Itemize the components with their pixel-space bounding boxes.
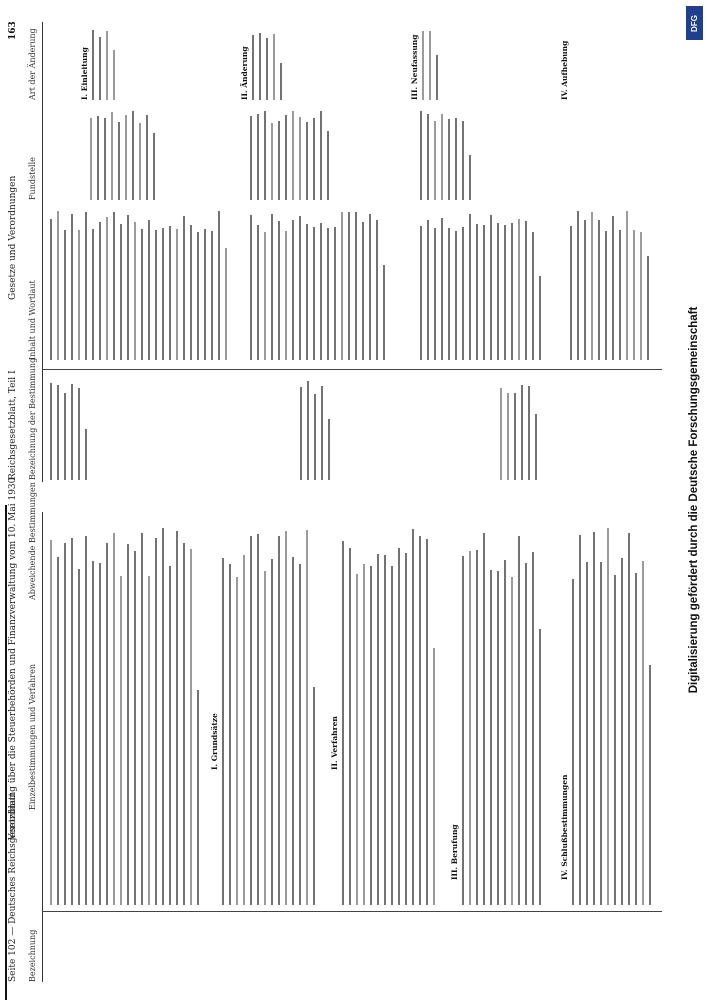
text-line xyxy=(348,212,350,360)
text-line xyxy=(104,118,106,200)
text-line xyxy=(469,214,471,360)
text-line xyxy=(628,533,630,905)
text-line xyxy=(264,571,266,905)
text-line xyxy=(362,222,364,360)
text-line xyxy=(266,38,268,100)
text-line xyxy=(356,574,358,905)
text-line xyxy=(383,265,385,360)
text-line xyxy=(525,221,527,360)
text-line xyxy=(490,215,492,360)
text-line xyxy=(50,540,52,905)
text-line xyxy=(50,219,52,360)
text-line xyxy=(299,216,301,360)
dfg-logo-text: DFG xyxy=(689,14,699,32)
right-column-rule xyxy=(42,369,662,370)
text-line xyxy=(391,566,393,905)
text-line xyxy=(586,562,588,905)
text-line xyxy=(78,230,80,360)
text-line xyxy=(476,224,478,360)
text-line xyxy=(250,536,252,905)
text-line xyxy=(341,212,343,360)
text-line xyxy=(176,531,178,905)
right-section-4: IV. Aufhebung xyxy=(560,40,569,100)
text-line xyxy=(120,576,122,905)
text-line xyxy=(118,122,120,200)
text-line xyxy=(120,224,122,360)
text-line xyxy=(342,541,344,905)
text-line xyxy=(197,232,199,360)
text-line xyxy=(376,220,378,360)
text-line xyxy=(106,217,108,360)
text-line xyxy=(584,220,586,360)
text-line xyxy=(299,117,301,200)
text-line xyxy=(614,575,616,905)
text-line xyxy=(328,419,330,480)
text-line xyxy=(92,229,94,360)
right-col-head-2: Inhalt und Wortlaut xyxy=(28,280,37,360)
text-line xyxy=(250,116,252,200)
text-line xyxy=(500,388,502,480)
text-line xyxy=(132,111,134,200)
text-line xyxy=(278,221,280,360)
text-line xyxy=(619,230,621,360)
text-line xyxy=(313,118,315,200)
text-line xyxy=(236,577,238,905)
text-line xyxy=(92,30,94,100)
text-line xyxy=(259,33,261,100)
text-line xyxy=(78,569,80,905)
text-line xyxy=(278,121,280,200)
text-line xyxy=(50,383,52,480)
text-line xyxy=(469,551,471,905)
text-line xyxy=(525,563,527,905)
text-line xyxy=(504,560,506,905)
text-line xyxy=(518,219,520,360)
text-line xyxy=(190,549,192,905)
text-line xyxy=(229,564,231,905)
text-line xyxy=(455,231,457,360)
right-section-1: I. Einleitung xyxy=(80,47,89,100)
text-line xyxy=(299,564,301,905)
text-line xyxy=(313,227,315,360)
text-line xyxy=(125,115,127,200)
text-line xyxy=(398,548,400,905)
left-page-header-center: Verordnung über die Steuerbehörden und Finanzverwaltung vom 10. Mai 1930 xyxy=(8,477,18,840)
text-line xyxy=(539,629,541,905)
text-line xyxy=(355,212,357,360)
text-line xyxy=(327,131,329,200)
text-line xyxy=(532,232,534,360)
left-section-1: I. Grundsätze xyxy=(210,713,219,770)
text-line xyxy=(71,538,73,905)
text-line xyxy=(183,216,185,360)
text-line xyxy=(111,112,113,200)
text-line xyxy=(306,122,308,200)
text-line xyxy=(85,429,87,480)
text-line xyxy=(514,393,516,480)
left-page-header-left: Seite 102 — Deutsches Reichsgesetzblatt xyxy=(8,792,18,982)
text-line xyxy=(306,224,308,360)
text-line xyxy=(264,111,266,200)
text-line xyxy=(434,121,436,200)
text-line xyxy=(278,536,280,905)
left-section-3: III. Berufung xyxy=(450,824,459,880)
text-line xyxy=(441,114,443,200)
text-line xyxy=(429,31,431,100)
text-line xyxy=(271,559,273,905)
text-line xyxy=(197,690,199,905)
left-column-rule xyxy=(42,911,662,912)
text-line xyxy=(363,564,365,905)
left-col-head-3: Abweichende Bestimmungen xyxy=(28,482,37,600)
dfg-logo xyxy=(686,6,703,40)
text-line xyxy=(92,561,94,905)
text-line xyxy=(511,577,513,905)
text-line xyxy=(532,552,534,905)
text-line xyxy=(271,214,273,360)
text-line xyxy=(612,216,614,360)
text-line xyxy=(320,111,322,200)
text-line xyxy=(518,536,520,905)
text-line xyxy=(155,230,157,360)
text-line xyxy=(169,226,171,360)
text-line xyxy=(64,393,66,480)
text-line xyxy=(134,222,136,360)
text-line xyxy=(148,576,150,905)
text-line xyxy=(162,228,164,360)
text-line xyxy=(243,555,245,905)
text-line xyxy=(64,230,66,360)
text-line xyxy=(436,55,438,100)
text-line xyxy=(441,218,443,360)
text-line xyxy=(462,227,464,360)
text-line xyxy=(99,37,101,100)
text-line xyxy=(497,571,499,905)
text-line xyxy=(153,133,155,200)
text-line xyxy=(642,561,644,905)
text-line xyxy=(314,394,316,480)
text-line xyxy=(257,225,259,360)
text-line xyxy=(280,63,282,100)
text-line xyxy=(577,211,579,360)
text-line xyxy=(528,386,530,480)
text-line xyxy=(57,385,59,480)
text-line xyxy=(285,531,287,905)
text-line xyxy=(521,385,523,480)
text-line xyxy=(579,535,581,905)
text-line xyxy=(649,665,651,905)
text-line xyxy=(420,226,422,360)
text-line xyxy=(327,228,329,360)
text-line xyxy=(426,539,428,905)
text-line xyxy=(85,212,87,360)
text-line xyxy=(85,536,87,905)
text-line xyxy=(211,231,213,360)
right-header-rule xyxy=(42,22,43,482)
right-page-header-center: Gesetze und Verordnungen xyxy=(8,175,18,300)
text-line xyxy=(320,223,322,360)
text-line xyxy=(384,555,386,905)
right-section-3: III. Neufassung xyxy=(410,34,419,100)
text-line xyxy=(300,387,302,480)
text-line xyxy=(535,414,537,480)
text-line xyxy=(146,115,148,200)
text-line xyxy=(422,31,424,100)
text-line xyxy=(113,533,115,905)
text-line xyxy=(591,212,593,360)
right-col-head-4: Art der Änderung xyxy=(28,28,37,100)
text-line xyxy=(292,111,294,200)
text-line xyxy=(190,225,192,360)
text-line xyxy=(507,393,509,480)
text-line xyxy=(127,544,129,905)
text-line xyxy=(313,687,315,905)
dfg-credit: Digitalisierung gefördert durch die Deutsche Forschungsgemeinschaft xyxy=(688,306,700,694)
text-line xyxy=(427,220,429,360)
text-line xyxy=(321,386,323,480)
text-line xyxy=(57,557,59,905)
text-line xyxy=(483,225,485,360)
text-line xyxy=(148,221,150,361)
text-line xyxy=(511,223,513,360)
left-col-head-1: Bezeichnung xyxy=(28,929,37,982)
text-line xyxy=(377,554,379,905)
right-section-2: II. Änderung xyxy=(240,46,249,100)
text-line xyxy=(572,579,574,905)
text-line xyxy=(162,528,164,905)
text-line xyxy=(264,232,266,360)
text-line xyxy=(307,381,309,480)
text-line xyxy=(462,121,464,200)
text-line xyxy=(106,543,108,905)
text-line xyxy=(570,226,572,360)
text-line xyxy=(369,214,371,360)
text-line xyxy=(99,222,101,360)
text-line xyxy=(334,227,336,360)
text-line xyxy=(462,556,464,905)
text-line xyxy=(285,231,287,360)
text-line xyxy=(607,528,609,905)
text-line xyxy=(621,558,623,905)
text-line xyxy=(490,570,492,905)
text-line xyxy=(271,123,273,200)
text-line xyxy=(433,648,435,905)
right-page-header-left: Reichsgesetzblatt, Teil I xyxy=(8,370,18,480)
text-line xyxy=(252,35,254,100)
text-line xyxy=(476,550,478,905)
text-line xyxy=(405,553,407,905)
text-line xyxy=(78,388,80,480)
text-line xyxy=(176,229,178,360)
text-line xyxy=(250,215,252,360)
text-line xyxy=(434,228,436,360)
text-line xyxy=(600,562,602,905)
text-line xyxy=(306,530,308,905)
text-line xyxy=(647,256,649,360)
text-line xyxy=(218,211,220,360)
text-line xyxy=(292,557,294,905)
text-line xyxy=(257,114,259,200)
text-line xyxy=(99,563,101,905)
text-line xyxy=(448,119,450,200)
text-line xyxy=(183,543,185,905)
text-line xyxy=(504,225,506,360)
text-line xyxy=(640,232,642,360)
left-col-head-2: Einzelbestimmungen und Verfahren xyxy=(28,664,37,810)
text-line xyxy=(605,231,607,360)
text-line xyxy=(635,573,637,905)
text-line xyxy=(626,211,628,360)
dfg-banner xyxy=(681,0,707,1000)
text-line xyxy=(113,50,115,100)
text-line xyxy=(469,155,471,200)
text-line xyxy=(134,551,136,905)
text-line xyxy=(155,538,157,905)
text-line xyxy=(64,543,66,905)
text-line xyxy=(222,558,224,905)
text-line xyxy=(141,533,143,905)
text-line xyxy=(539,276,541,360)
text-line xyxy=(412,529,414,905)
text-line xyxy=(141,229,143,360)
text-line xyxy=(419,536,421,905)
text-line xyxy=(633,230,635,360)
text-line xyxy=(349,548,351,905)
text-line xyxy=(97,116,99,200)
text-line xyxy=(370,566,372,905)
left-section-2: II. Verfahren xyxy=(330,716,339,770)
text-line xyxy=(273,34,275,100)
text-line xyxy=(285,115,287,200)
left-section-4: IV. Schlußbestimmungen xyxy=(560,774,569,880)
text-line xyxy=(292,220,294,360)
text-line xyxy=(71,214,73,360)
right-col-head-3: Fundstelle xyxy=(28,157,37,200)
text-line xyxy=(127,215,129,360)
text-line xyxy=(257,534,259,905)
page-number: 163 xyxy=(8,21,18,40)
text-line xyxy=(483,533,485,905)
text-line xyxy=(420,111,422,200)
text-line xyxy=(448,228,450,360)
text-line xyxy=(90,118,92,200)
text-line xyxy=(139,123,141,200)
text-line xyxy=(455,118,457,200)
text-line xyxy=(57,211,59,360)
text-line xyxy=(169,566,171,905)
right-col-head-1: Bezeichnung der Bestimmung xyxy=(28,357,37,480)
text-line xyxy=(593,532,595,905)
text-line xyxy=(71,384,73,480)
text-line xyxy=(497,223,499,360)
text-line xyxy=(225,248,227,360)
text-line xyxy=(106,31,108,100)
text-line xyxy=(113,212,115,360)
text-line xyxy=(427,114,429,200)
text-line xyxy=(204,229,206,360)
text-line xyxy=(598,220,600,360)
